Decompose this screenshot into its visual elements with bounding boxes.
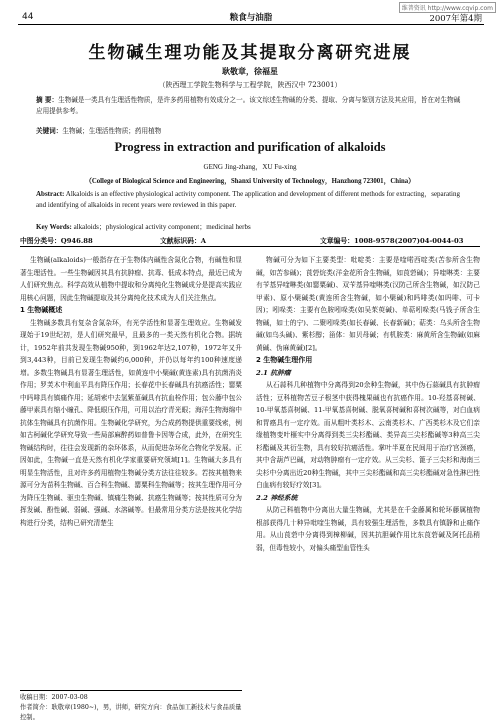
section-heading: 1 生物碱概述 [20,306,63,314]
subsection-heading: 2.2 神经系统 [256,493,298,502]
keywords-english [36,222,464,232]
paragraph: 生物碱(alkaloids)一般指存在于生物体内碱性含氮化合物，有碱性和显著生理活性。一些生物碱因其具有抗肿瘤、抗毒、低成本特点，最近已成为人们研究焦点。科学高效从植物中提取和分离纯化生物碱成分是提高实践应用核心问题，因此生物碱提取及其分离纯化技术成为人们关注焦点。 [20,256,242,302]
subsection-heading: 2.1 抗肿瘤 [256,368,291,377]
abstract-chinese [36,95,464,117]
abstract-text: 生物碱是一类具有生理活性物质，是许多药用植物有效成分之一。该文综述生物碱的分类、提取、分离与鉴别方法及其应用，旨在对生物碱应用提供参考。 [36,96,461,115]
article-number: 文章编号：1008-9578(2007)04-0044-03 [320,237,464,245]
author-bio: 作者简介：耿敬章(1980~)，男，讲师，研究方向：食品加工新技术与食品质量控制。 [20,704,242,721]
section-heading: 2 生物碱生理作用 [256,356,313,364]
title-chinese: 生物碱生理功能及其提取分离研究进展 [88,43,412,63]
paragraph: 物碱可分为如下主要类型：吡啶类：主要是喹喏西啶类(苦参所含生物碱，如苦参碱)；莨菪烷类(洋金花所含生物碱，如莨菪碱)；异喹啉类：主要有苄基异喹啉类(如罂粟碱)、双苄基异喹啉类(汉防己所含生物碱，如汉防己甲素)、原小檗碱类(黄连所含生物碱，如小檗碱)和吗啡类(如吗啡、可卡因)；吲哚类：主要有色胺吲哚类(如吴茱萸碱)、单萜吲哚类(马钱子所含生物碱，如士的宁)、二聚吲哚类(如长春碱、长春新碱)；萜类：乌头所含生物碱(如乌头碱)、紫杉醇；甾体：如贝母碱；有机胺类：麻黄所含生物碱(如麻黄碱、伪麻黄碱)[2]。 [256,256,480,352]
received-date: 收稿日期：2007-03-08 [20,694,88,701]
page-number: 44 [22,12,34,22]
paragraph: 生物碱多数具有复杂含氮杂环，有光学活性和显著生理效应。生物碱发现始于19世纪初，是人们研究最早，且最多的一类天然有机化合物。据统计，1952年前共发现生物碱950种，到1962年达2,107种，1972年又升到3,443种，目前已发现生物碱约6,000种，并仍以每年约100种速度递增。多数生物碱具有显著生理活性，如黄连中小檗碱(黄连素)具有抗菌消炎作用；罗芙木中利血平具有降压作用；长春花中长春碱具有抗癌活性；罂粟中吗啡具有镇痛作用；延胡索中去氢紫堇碱具有抗血栓作用；包公藤中包公藤甲素具有缩小瞳孔、降低眼压作用，可用以治疗青光眼；海洋生物海绵中抗体生物碱具有抗菌作用。生物碱化学研究，为合成药物提供重要线索，例如古柯碱化学研究导致一些局部麻醉药如普鲁卡因等合成，此外，在研究生物碱结构时，往往会发现新的杂环体系，从而促进杂环化合物化学发展。正因如此，生物碱一直是天然有机化学家重要研究领域[1]。生物碱大多具有明显生物活性，且对许多药用植物生物碱分类方法往往较多。若按其植物来源可分为苗科生物碱、百合科生物碱、罂粟科生物碱等；按其生理作用可分为降压生物碱、驱虫生物碱、镇痛生物碱、抗癌生物碱等；按其性质可分为挥发碱、酚性碱、弱碱、强碱、水溶碱等。但最常用分类方法是按其化学结构进行分类，结构已研究清楚生 [20,318,242,527]
abstract-en-label: Abstract: [36,190,65,198]
journal-name: 粮食与油脂 [229,13,273,23]
paragraph: 从石蒜科几种植物中分离得到20余种生物碱，其中伪石蒜碱具有抗肿瘤活性；豆科植物苦豆子根茎中获得槐果碱也有抗癌作用。10-羟基喜树碱、10-甲氧基喜树碱、11-甲氧基喜树碱、脱氧喜树碱和喜树次碱等，对白血病和胃癌具有一定疗效。而从粗叶类杉木、云南类杉木、广西类杉木及它们亲缘植物变叶榧实中分离得到类三尖杉酯碱、类异高三尖杉酯碱等3种高三尖杉酯碱及其衍生物，具有较好抗癌活性。掌叶半夏在民间用于治疗宫颈癌，其中含葫芦巴碱，对动物肿瘤有一定疗效。从三尖杉、篦子三尖杉和海南三尖杉中分离出近20种生物碱，其中三尖杉酯碱和高三尖杉酯碱对急性淋巴性白血病有较好疗效[3]。 [256,381,480,489]
affiliation-english: （College of Biological Science and Engineering，Shanxi University of Technology，Hanzhong 723001，China） [85,178,415,185]
footnote [20,690,242,723]
affiliation-chinese: （陕西理工学院生物科学与工程学院，陕西汉中 723001） [158,81,342,89]
authors-chinese: 耿敬章，徐福星 [222,66,278,76]
keywords-chinese [36,125,464,135]
keywords-text: 生物碱；生理活性物质；药用植物 [62,127,162,135]
abstract-english [36,189,464,211]
issue-label: 2007年第4期 [429,14,482,24]
clc-number: 中图分类号：Q946.88 [20,237,93,245]
authors-english: GENG Jing-zhang，XU Fu-xing [203,163,297,171]
keywords-en-text: alkaloids；physiological activity component；medicinal herbs [73,223,251,231]
page-header [18,10,484,25]
left-column [20,254,242,529]
article-meta [20,233,480,247]
abstract-label: 摘 要： [36,96,59,104]
keywords-en-label: Key Words: [36,223,72,231]
right-column [256,254,480,554]
title-english: Progress in extraction and purification of alkaloids [114,140,386,154]
keywords-label: 关键词： [36,127,63,135]
watermark[interactable]: 维普资讯 http://www.cqvip.com [399,2,496,13]
doc-code: 文献标识码：A [160,237,207,245]
abstract-en-text: Alkaloids is an effective physiological activity component. The application and development of different methods for extracting，separating and identifying of alkaloids in recent years were reviewed in this paper. [36,190,460,209]
paragraph: 从防己科植物中分离出大量生物碱，尤其是在千金藤属和轮环藤属植物根部获得几十种异吡喹生物碱，具有较强生理活性，多数具有镇静和止痛作用。从山莨菪中分离得到樟柳碱，因其抗胆碱作用比东莨菪碱及阿托品稍弱，但毒性较小，对偏头痛型血管性头 [256,506,480,552]
